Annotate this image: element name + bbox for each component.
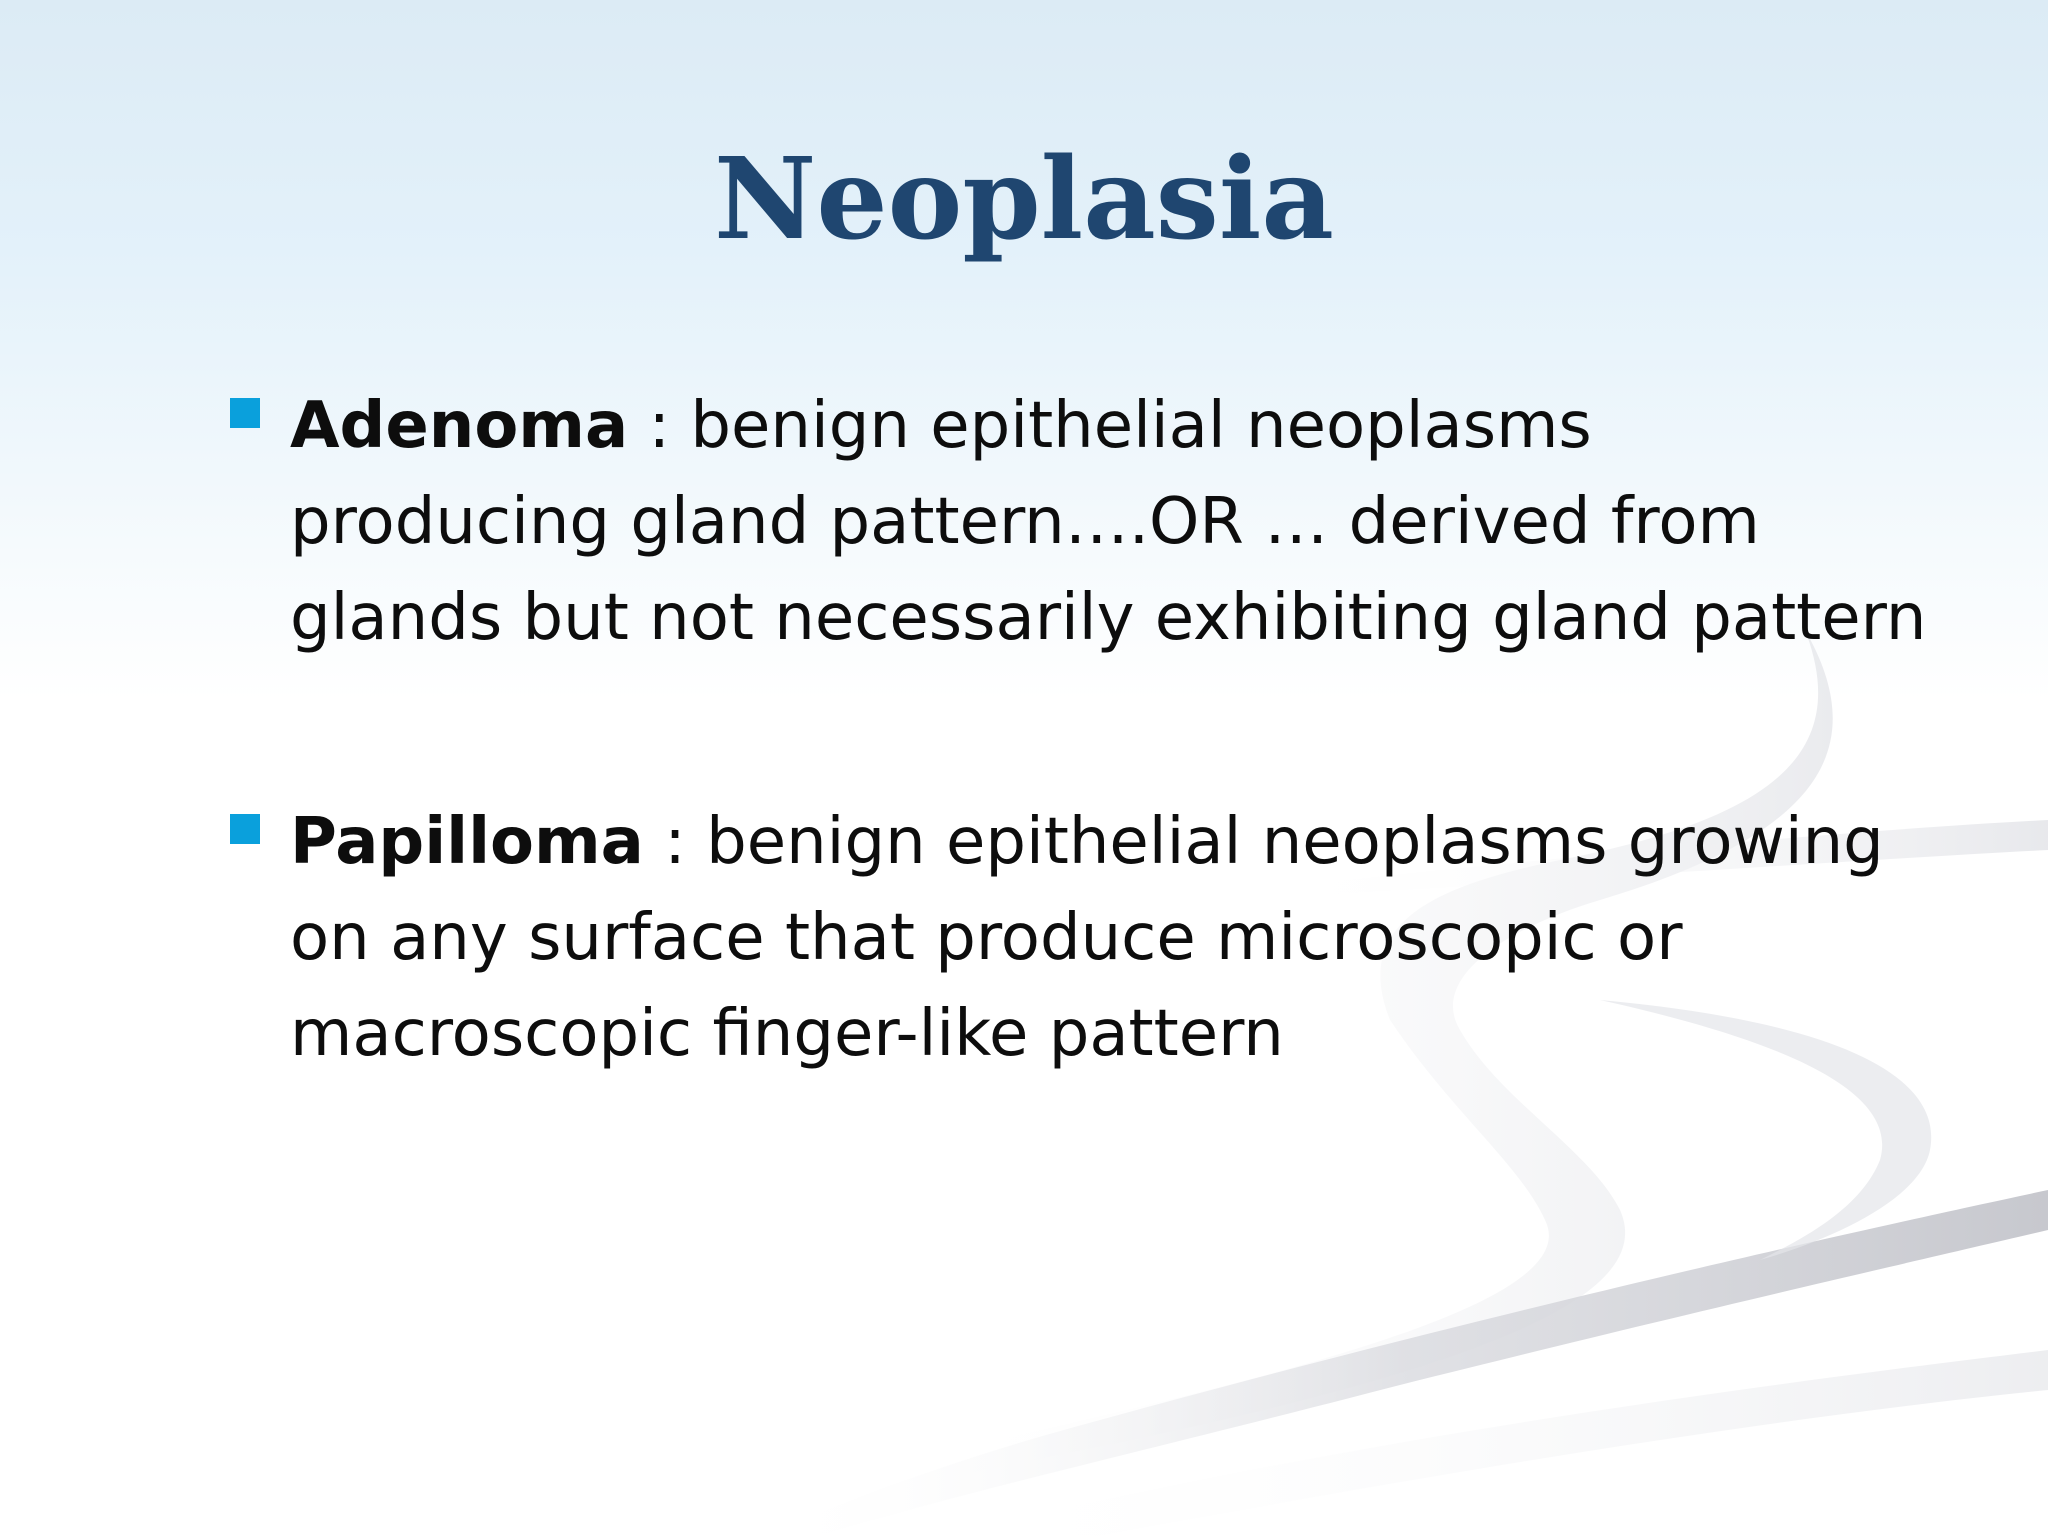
bullet-term: Adenoma <box>290 389 629 463</box>
bullet-item-papilloma <box>230 794 1930 1082</box>
bullet-text: : benign epithelial neoplasms growing on any surface that produce microscopic or macroscopic finger-like pattern <box>290 805 1884 1071</box>
bullet-list <box>230 378 1930 1210</box>
bullet-text: : benign epithelial neoplasms producing gland pattern….OR … derived from glands but not necessarily exhibiting gland pattern <box>290 389 1927 655</box>
bullet-item-adenoma <box>230 378 1930 666</box>
square-bullet-icon <box>230 398 260 428</box>
slide-title: Neoplasia <box>714 134 1334 265</box>
square-bullet-icon <box>230 814 260 844</box>
bullet-term: Papilloma <box>290 805 644 879</box>
